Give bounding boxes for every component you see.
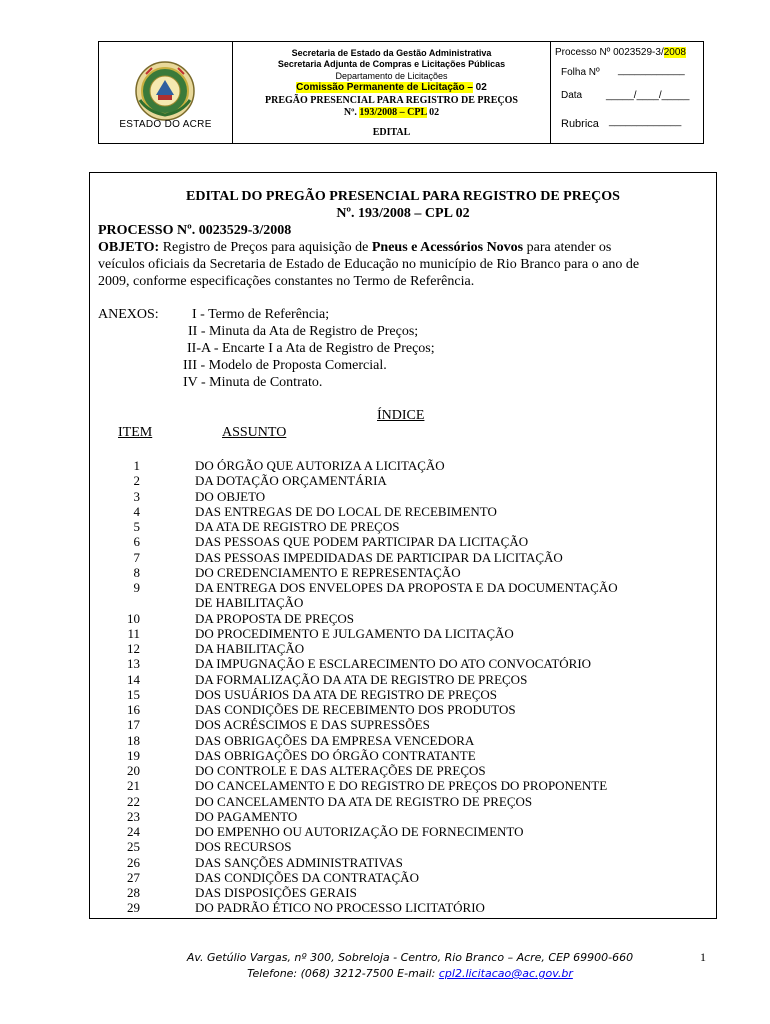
indice-item-number: 26	[127, 854, 140, 870]
anexo-item: I - Termo de Referência;	[192, 307, 330, 322]
header-pregao: PREGÃO PRESENCIAL PARA REGISTRO DE PREÇOS	[265, 94, 518, 106]
rubrica-label: Rubrica	[561, 118, 599, 130]
indice-item-subject: DAS CONDIÇÕES DA CONTRATAÇÃO	[195, 869, 419, 885]
indice-item-subject: DA FORMALIZAÇÃO DA ATA DE REGISTRO DE PREÇOS	[195, 671, 528, 687]
anexo-item: II-A - Encarte I a Ata de Registro de Preços;	[187, 341, 435, 356]
processo-title: PROCESSO Nº. 0023529-3/2008	[98, 223, 292, 238]
indice-item-number: 14	[127, 671, 140, 687]
indice-item-subject: DAS DISPOSIÇÕES GERAIS	[195, 885, 357, 900]
indice-item-number: 9	[133, 580, 140, 595]
indice-item-number: 12	[127, 641, 140, 656]
edital-number: Nº. 193/2008 – CPL 02	[336, 206, 470, 221]
header-numero: Nº. 193/2008 – CPL 02	[343, 106, 440, 118]
indice-item-subject: DO CONTROLE E DAS ALTERAÇÕES DE PREÇOS	[195, 763, 486, 778]
indice-item-subject: DOS ACRÉSCIMOS E DAS SUPRESSÕES	[195, 717, 430, 733]
header-comissao: Comissão Permanente de Licitação – 02	[296, 81, 487, 93]
header-departamento: Departamento de Licitações	[335, 70, 448, 81]
header-center	[233, 48, 550, 138]
indice-item-subject: DAS OBRIGAÇÕES DA EMPRESA VENCEDORA	[195, 732, 475, 748]
data-label: Data	[561, 90, 583, 101]
indice-item-subject: DAS PESSOAS QUE PODEM PARTICIPAR DA LICITAÇÃO	[195, 534, 529, 550]
data-blank: _____/____/_____	[606, 90, 690, 101]
indice-item-subject: DO CANCELAMENTO E DO REGISTRO DE PREÇOS DO PROPONENTE	[195, 778, 608, 794]
indice-item-subject: DE HABILITAÇÃO	[195, 595, 304, 611]
footer-address: Av. Getúlio Vargas, nº 300, Sobreloja - Centro, Rio Branco – Acre, CEP 69900-660	[186, 951, 634, 964]
objeto-line-3: 2009, conforme especificações constantes no Termo de Referência.	[98, 274, 475, 289]
header-emblem-cell	[99, 42, 233, 143]
indice-item-number: 17	[127, 717, 140, 733]
indice-item-number: 28	[127, 885, 140, 900]
indice-item-subject: DO CANCELAMENTO DA ATA DE REGISTRO DE PREÇOS	[195, 793, 533, 809]
indice-item-subject: DO PROCEDIMENTO E JULGAMENTO DA LICITAÇÃO	[195, 625, 514, 641]
indice-item-number: 24	[127, 824, 140, 839]
indice-item-number: 5	[133, 519, 140, 534]
anexo-item: II - Minuta da Ata de Registro de Preços;	[188, 324, 419, 339]
footer-contact: Telefone: (068) 3212-7500 E-mail: cpl2.licitacao@ac.gov.br	[247, 967, 573, 980]
indice-item-subject: DOS USUÁRIOS DA ATA DE REGISTRO DE PREÇOS	[195, 686, 497, 702]
indice-item-number: 6	[133, 534, 140, 550]
anexo-item: IV - Minuta de Contrato.	[183, 375, 323, 390]
comissao-highlight: Comissão Permanente de Licitação –	[296, 81, 473, 93]
anexo-item: III - Modelo de Proposta Comercial.	[183, 358, 387, 373]
indice-item-number: 16	[127, 702, 140, 717]
indice-item-subject: DO ÓRGÃO QUE AUTORIZA A LICITAÇÃO	[195, 458, 445, 473]
indice-item-number: 29	[127, 900, 140, 916]
header-secretaria: Secretaria de Estado da Gestão Administrativa	[291, 48, 492, 58]
indice-item-number: 15	[127, 686, 140, 702]
indice-item-subject: DAS CONDIÇÕES DE RECEBIMENTO DOS PRODUTOS	[195, 702, 516, 717]
indice-item-number: 20	[127, 763, 140, 778]
header-control-cell	[550, 42, 704, 143]
indice-item-number: 4	[133, 503, 140, 519]
indice-item-subject: DA ENTREGA DOS ENVELOPES DA PROPOSTA E DA DOCUMENTAÇÃO	[195, 580, 618, 595]
indice-item-subject: DAS SANÇÕES ADMINISTRATIVAS	[195, 854, 403, 870]
col-item-header: ITEM	[118, 425, 153, 440]
folha-blank: ____________	[618, 65, 685, 76]
indice-item-subject: DA HABILITAÇÃO	[195, 641, 305, 656]
col-assunto-header: ASSUNTO	[222, 425, 287, 440]
objeto-line-2: veículos oficiais da Secretaria de Estado de Educação no município de Rio Branco para o ano de	[98, 257, 640, 272]
indice-item-number: 23	[127, 808, 140, 824]
acre-coat-of-arms-icon	[134, 60, 196, 122]
indice-title: ÍNDICE	[377, 408, 425, 423]
indice-item-subject: DA DOTAÇÃO ORÇAMENTÁRIA	[195, 473, 387, 489]
indice-item-number: 19	[127, 747, 140, 763]
indice-item-number: 8	[133, 564, 140, 580]
indice-item-subject: DO CREDENCIAMENTO E REPRESENTAÇÃO	[195, 564, 461, 580]
indice-item-number: 18	[127, 732, 140, 748]
indice-item-subject: DO PADRÃO ÉTICO NO PROCESSO LICITATÓRIO	[195, 900, 485, 916]
header-edital: EDITAL	[372, 126, 411, 138]
anexos-label: ANEXOS:	[98, 307, 159, 322]
indice-item-subject: DAS PESSOAS IMPEDIDADAS DE PARTICIPAR DA LICITAÇÃO	[195, 549, 563, 565]
indice-item-number: 11	[127, 625, 140, 641]
indice-item-number: 2	[133, 473, 140, 489]
indice-item-number: 10	[127, 610, 140, 626]
indice-item-number: 22	[127, 793, 140, 809]
indice-item-number: 7	[133, 549, 140, 565]
processo-number: Processo Nº 0023529-3/2008	[555, 47, 686, 58]
document-header	[98, 41, 704, 144]
indice-item-number: 13	[127, 656, 140, 672]
indice-item-number: 21	[127, 778, 140, 794]
indice-item-subject: DA IMPUGNAÇÃO E ESCLARECIMENTO DO ATO CONVOCATÓRIO	[195, 656, 592, 672]
indice-item-subject: DO OBJETO	[195, 488, 266, 504]
rubrica-blank: _____________	[609, 116, 682, 127]
indice-item-subject: DA ATA DE REGISTRO DE PREÇOS	[195, 519, 400, 534]
footer-email-link[interactable]: cpl2.licitacao@ac.gov.br	[438, 967, 573, 980]
header-secretaria-adjunta: Secretaria Adjunta de Compras e Licitações Públicas	[277, 59, 506, 70]
estado-caption: ESTADO DO ACRE	[119, 119, 212, 130]
indice-item-number: 3	[133, 488, 140, 504]
indice-item-subject: DAS OBRIGAÇÕES DO ÓRGÃO CONTRATANTE	[195, 747, 476, 763]
indice-item-number: 1	[133, 458, 140, 473]
indice-item-subject: DAS ENTREGAS DE DO LOCAL DE RECEBIMENTO	[195, 503, 497, 519]
indice-item-subject: DA PROPOSTA DE PREÇOS	[195, 610, 354, 626]
indice-item-subject: DO PAGAMENTO	[195, 808, 298, 824]
indice-item-number: 27	[127, 869, 140, 885]
indice-item-number: 25	[127, 839, 140, 855]
indice-item-subject: DO EMPENHO OU AUTORIZAÇÃO DE FORNECIMENTO	[195, 824, 524, 839]
objeto-line-1: OBJETO: Registro de Preços para aquisição de Pneus e Acessórios Novos para atender os	[98, 240, 612, 255]
indice-item-subject: DOS RECURSOS	[195, 839, 292, 855]
page-number: 1	[700, 950, 706, 964]
edital-title: EDITAL DO PREGÃO PRESENCIAL PARA REGISTRO DE PREÇOS	[186, 189, 620, 204]
folha-label: Folha Nº	[561, 67, 600, 78]
numero-highlight: 193/2008 – CPL	[359, 106, 427, 118]
